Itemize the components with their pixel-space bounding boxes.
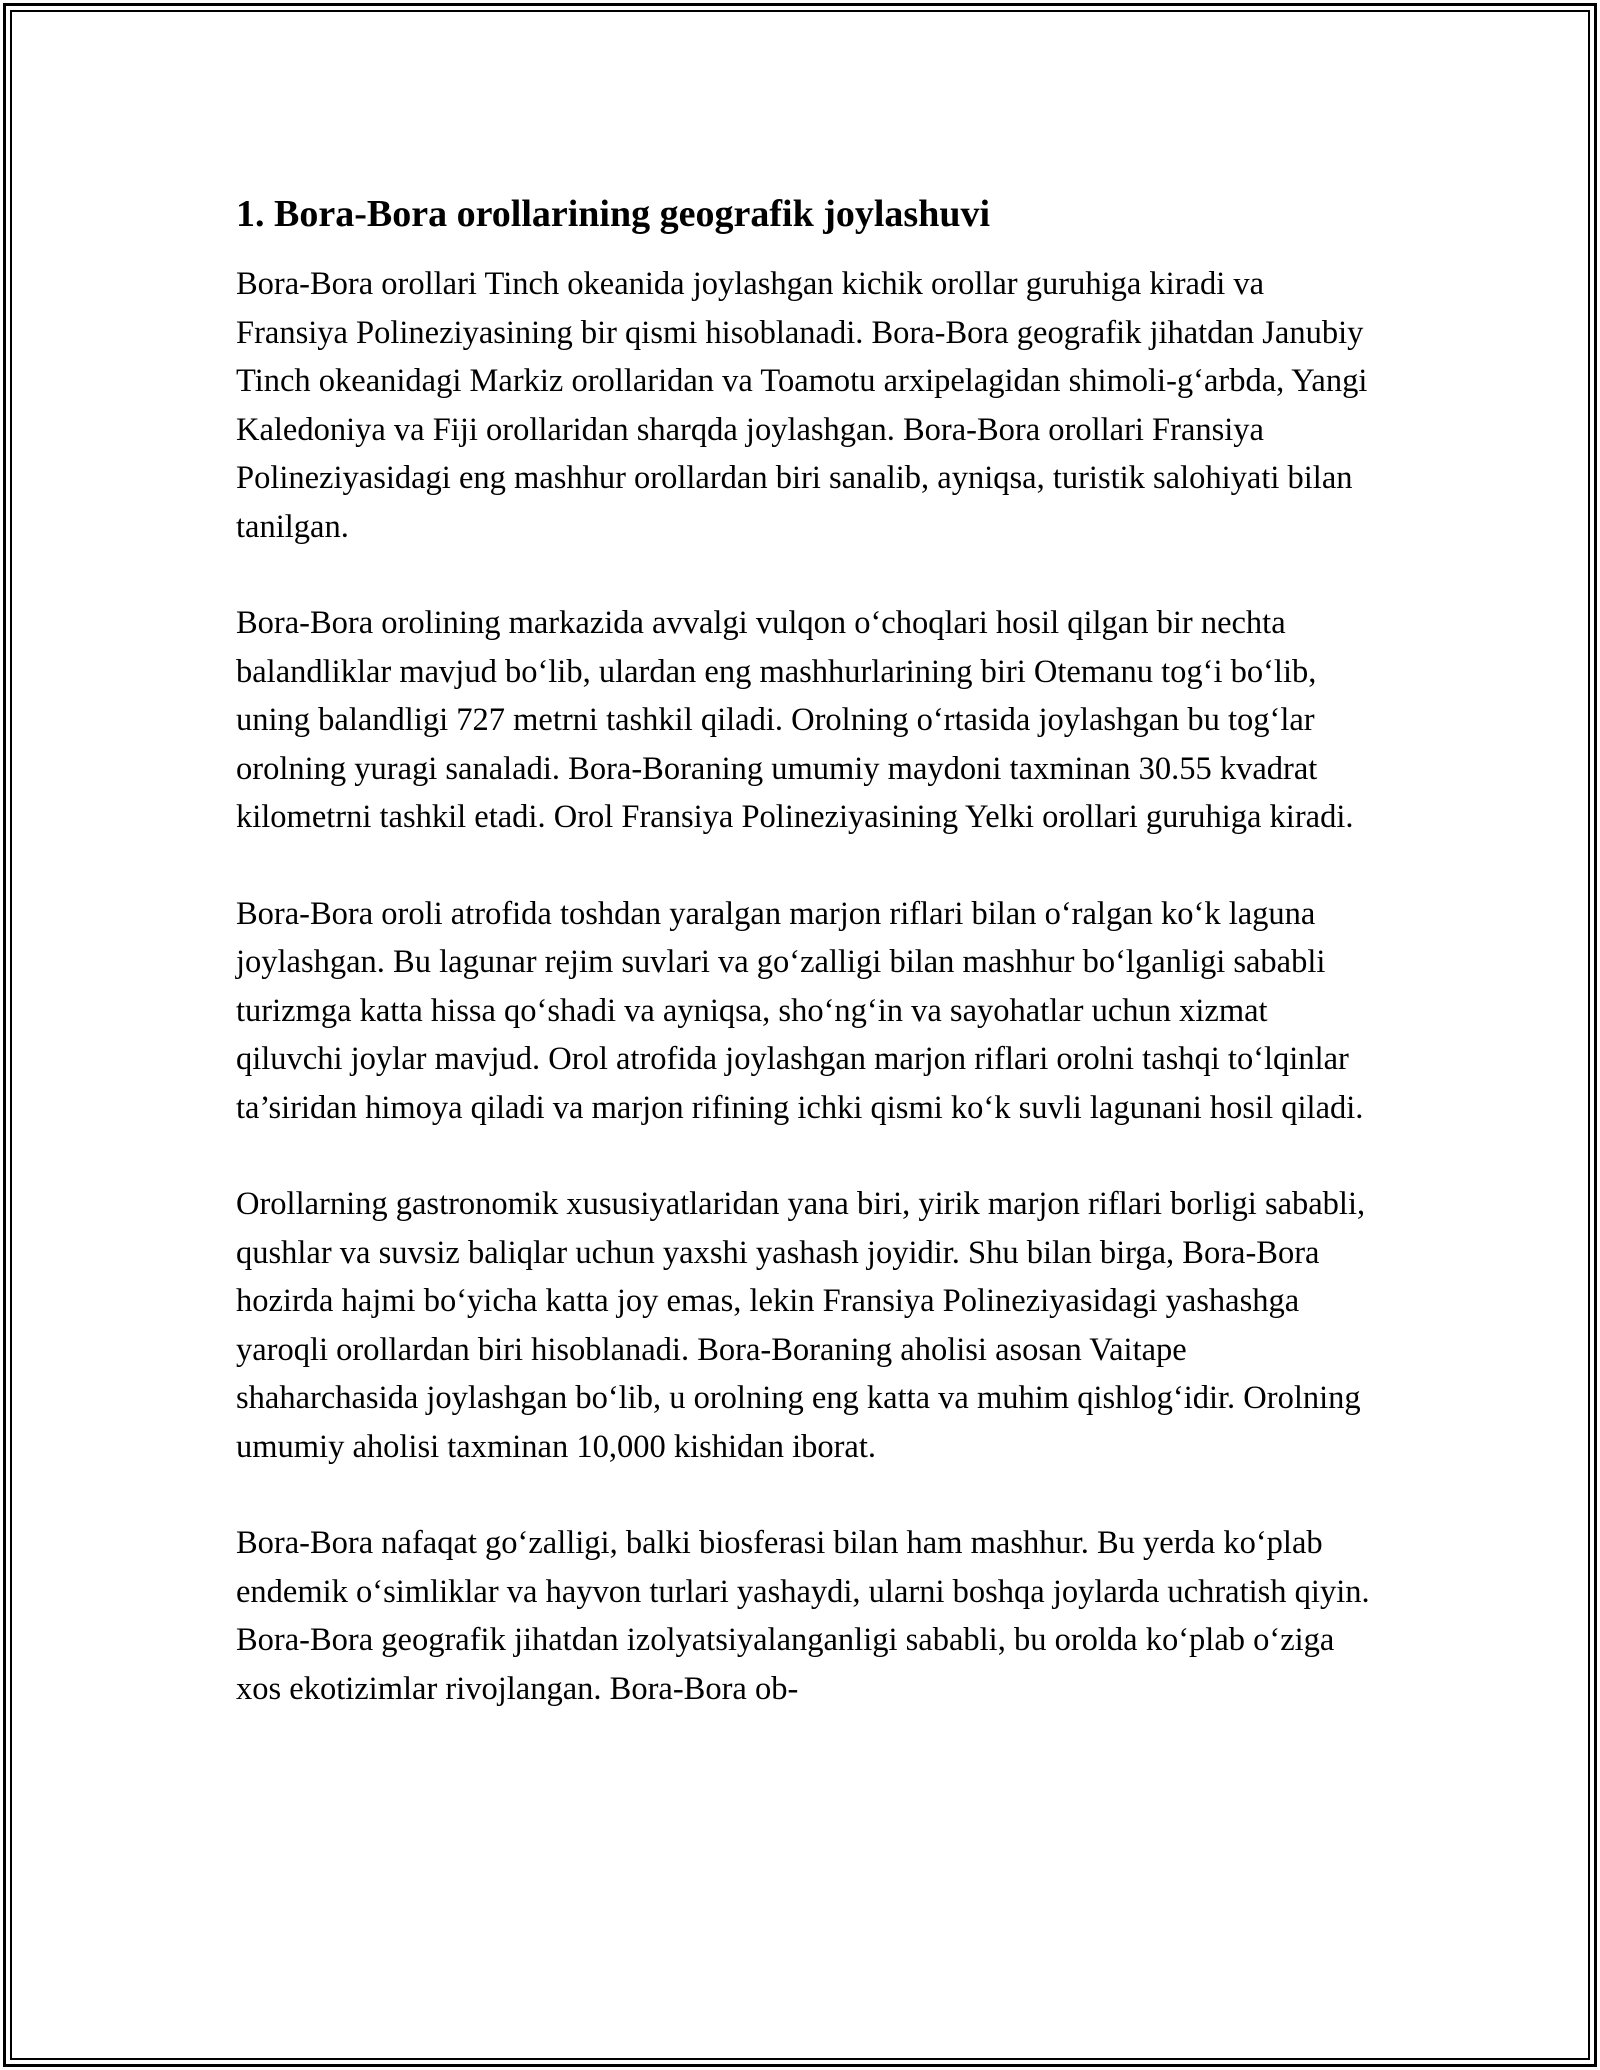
- document-body: [236, 188, 1371, 1761]
- paragraph-1: Bora-Bora orollari Tinch okeanida joylashgan kichik orollar guruhiga kiradi va Fransiya Polineziyasining bir qismi hisoblanadi. Bora-Bora geografik jihatdan Janubiy Tinch okeanidagi Markiz orollaridan va Toamotu arxipelagidan shimoli-g‘arbda, Yangi Kaledoniya va Fiji orollaridan sharqda joylashgan. Bora-Bora orollari Fransiya Polineziyasidagi eng mashhur orollardan biri sanalib, ayniqsa, turistik salohiyati bilan tanilgan.: [236, 266, 1368, 545]
- paragraph-2: Bora-Bora orolining markazida avvalgi vulqon o‘choqlari hosil qilgan bir nechta balandliklar mavjud bo‘lib, ulardan eng mashhurlarining biri Otemanu tog‘i bo‘lib, uning balandligi 727 metrni tashkil qiladi. Orolning o‘rtasida joylashgan bu tog‘lar orolning yuragi sanaladi. Bora-Boraning umumiy maydoni taxminan 30.55 kvadrat kilometrni tashkil etadi. Orol Fransiya Polineziyasining Yelki orollari guruhiga kiradi.: [236, 605, 1354, 835]
- paragraph-4: Orollarning gastronomik xususiyatlaridan yana biri, yirik marjon riflari borligi sababli, qushlar va suvsiz baliqlar uchun yaxshi yashash joyidir. Shu bilan birga, Bora-Bora hozirda hajmi bo‘yicha katta joy emas, lekin Fransiya Polineziyasidagi yashashga yaroqli orollardan biri hisoblanadi. Bora-Boraning aholisi asosan Vaitape shaharchasida joylashgan bo‘lib, u orolning eng katta va muhim qishlog‘idir. Orolning umumiy aholisi taxminan 10,000 kishidan iborat.: [236, 1186, 1366, 1465]
- paragraph-3: Bora-Bora oroli atrofida toshdan yaralgan marjon riflari bilan o‘ralgan ko‘k laguna joylashgan. Bu lagunar rejim suvlari va go‘zalligi bilan mashhur bo‘lganligi sababli turizmga katta hissa qo‘shadi va ayniqsa, sho‘ng‘in va sayohatlar uchun xizmat qiluvchi joylar mavjud. Orol atrofida joylashgan marjon riflari orolni tashqi to‘lqinlar ta’siridan himoya qiladi va marjon rifining ichki qismi ko‘k suvli lagunani hosil qiladi.: [236, 895, 1364, 1126]
- section-heading: 1. Bora-Bora orollarining geografik joylashuvi: [236, 193, 991, 235]
- paragraph-5: Bora-Bora nafaqat go‘zalligi, balki biosferasi bilan ham mashhur. Bu yerda ko‘plab endemik o‘simliklar va hayvon turlari yashaydi, ularni boshqa joylarda uchratish qiyin. Bora-Bora geografik jihatdan izolyatsiyalanganligi sababli, bu orolda ko‘plab o‘ziga xos ekotizimlar rivojlangan. Bora-Bora ob-: [236, 1525, 1370, 1707]
